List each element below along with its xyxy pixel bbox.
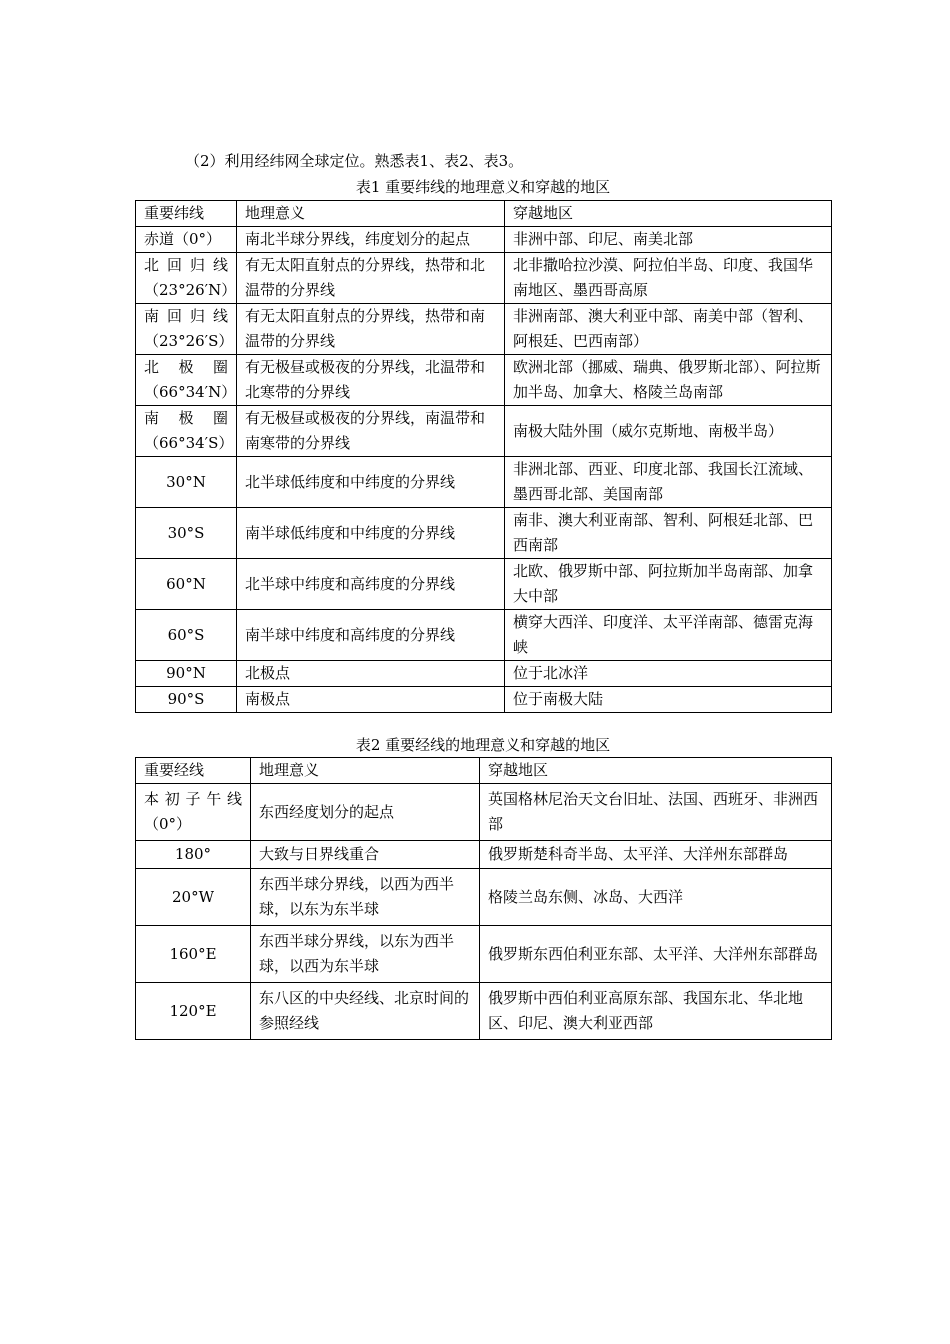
longitude-meaning: 东西经度划分的起点 bbox=[251, 784, 480, 841]
latitude-meaning: 南极点 bbox=[237, 687, 505, 713]
table-row bbox=[136, 983, 832, 1040]
latitude-name: 南回归线 （23°26′S） bbox=[136, 304, 237, 355]
latitude-meaning: 北半球中纬度和高纬度的分界线 bbox=[237, 559, 505, 610]
longitude-regions: 格陵兰岛东侧、冰岛、大西洋 bbox=[480, 869, 832, 926]
longitude-name: 180° bbox=[136, 841, 251, 869]
table-row bbox=[136, 253, 832, 304]
intro-text: （2）利用经纬网全球定位。熟悉表1、表2、表3。 bbox=[185, 152, 524, 170]
latitude-name: 南 极 圈 （66°34′S） bbox=[136, 406, 237, 457]
latitude-regions: 北非撒哈拉沙漠、阿拉伯半岛、印度、我国华南地区、墨西哥高原 bbox=[505, 253, 832, 304]
table-row bbox=[136, 355, 832, 406]
latitude-name: 北回归线 （23°26′N） bbox=[136, 253, 237, 304]
latitude-meaning: 北极点 bbox=[237, 661, 505, 687]
table2-header-row bbox=[136, 758, 832, 784]
latitude-regions: 非洲中部、印尼、南美北部 bbox=[505, 227, 832, 253]
longitude-name: 160°E bbox=[136, 926, 251, 983]
latitude-regions: 非洲北部、西亚、印度北部、我国长江流域、墨西哥北部、美国南部 bbox=[505, 457, 832, 508]
table1-header-row bbox=[136, 201, 832, 227]
latitude-meaning: 有无极昼或极夜的分界线，北温带和北寒带的分界线 bbox=[237, 355, 505, 406]
longitude-name: 120°E bbox=[136, 983, 251, 1040]
table-row bbox=[136, 508, 832, 559]
latitude-regions: 位于南极大陆 bbox=[505, 687, 832, 713]
table-row bbox=[136, 406, 832, 457]
latitude-regions: 南极大陆外围（威尔克斯地、南极半岛） bbox=[505, 406, 832, 457]
latitude-name: 90°S bbox=[136, 687, 237, 713]
latitude-meaning: 有无太阳直射点的分界线，热带和南温带的分界线 bbox=[237, 304, 505, 355]
table-row bbox=[136, 661, 832, 687]
latitude-meaning: 有无太阳直射点的分界线，热带和北温带的分界线 bbox=[237, 253, 505, 304]
latitude-meaning: 南北半球分界线，纬度划分的起点 bbox=[237, 227, 505, 253]
longitude-regions: 俄罗斯东西伯利亚东部、太平洋、大洋州东部群岛 bbox=[480, 926, 832, 983]
table-row bbox=[136, 559, 832, 610]
table-row bbox=[136, 457, 832, 508]
table1-caption: 表1 重要纬线的地理意义和穿越的地区 bbox=[355, 178, 611, 196]
latitude-regions: 位于北冰洋 bbox=[505, 661, 832, 687]
latitude-regions: 北欧、俄罗斯中部、阿拉斯加半岛南部、加拿大中部 bbox=[505, 559, 832, 610]
latitude-name: 北 极 圈 （66°34′N） bbox=[136, 355, 237, 406]
latitude-regions: 南非、澳大利亚南部、智利、阿根廷北部、巴西南部 bbox=[505, 508, 832, 559]
longitude-meaning: 东西半球分界线，以西为西半球，以东为东半球 bbox=[251, 869, 480, 926]
table-row bbox=[136, 926, 832, 983]
longitude-regions: 俄罗斯中西伯利亚高原东部、我国东北、华北地区、印尼、澳大利亚西部 bbox=[480, 983, 832, 1040]
table1-header-regions: 穿越地区 bbox=[505, 201, 832, 227]
table1-header-line: 重要纬线 bbox=[136, 201, 237, 227]
latitude-name: 90°N bbox=[136, 661, 237, 687]
longitude-meaning: 东八区的中央经线、北京时间的参照经线 bbox=[251, 983, 480, 1040]
table2-caption: 表2 重要经线的地理意义和穿越的地区 bbox=[355, 736, 611, 754]
table1-header-meaning: 地理意义 bbox=[237, 201, 505, 227]
latitude-table bbox=[135, 200, 832, 713]
longitude-table bbox=[135, 757, 832, 1040]
latitude-meaning: 南半球低纬度和中纬度的分界线 bbox=[237, 508, 505, 559]
table-row bbox=[136, 869, 832, 926]
longitude-name: 20°W bbox=[136, 869, 251, 926]
table-row bbox=[136, 784, 832, 841]
latitude-regions: 欧洲北部（挪威、瑞典、俄罗斯北部）、阿拉斯加半岛、加拿大、格陵兰岛南部 bbox=[505, 355, 832, 406]
longitude-regions: 俄罗斯楚科奇半岛、太平洋、大洋州东部群岛 bbox=[480, 841, 832, 869]
latitude-name: 60°N bbox=[136, 559, 237, 610]
table2-header-regions: 穿越地区 bbox=[480, 758, 832, 784]
longitude-regions: 英国格林尼治天文台旧址、法国、西班牙、非洲西部 bbox=[480, 784, 832, 841]
table-row bbox=[136, 610, 832, 661]
latitude-name: 60°S bbox=[136, 610, 237, 661]
latitude-name: 30°N bbox=[136, 457, 237, 508]
latitude-regions: 横穿大西洋、印度洋、太平洋南部、德雷克海峡 bbox=[505, 610, 832, 661]
longitude-meaning: 大致与日界线重合 bbox=[251, 841, 480, 869]
latitude-meaning: 南半球中纬度和高纬度的分界线 bbox=[237, 610, 505, 661]
longitude-meaning: 东西半球分界线，以东为西半球，以西为东半球 bbox=[251, 926, 480, 983]
table2-header-line: 重要经线 bbox=[136, 758, 251, 784]
table-row bbox=[136, 841, 832, 869]
latitude-name: 赤道（0°） bbox=[136, 227, 237, 253]
latitude-meaning: 北半球低纬度和中纬度的分界线 bbox=[237, 457, 505, 508]
table2-header-meaning: 地理意义 bbox=[251, 758, 480, 784]
table-row bbox=[136, 687, 832, 713]
longitude-name: 本初子午线 （0°） bbox=[136, 784, 251, 841]
latitude-meaning: 有无极昼或极夜的分界线，南温带和南寒带的分界线 bbox=[237, 406, 505, 457]
latitude-regions: 非洲南部、澳大利亚中部、南美中部（智利、阿根廷、巴西南部） bbox=[505, 304, 832, 355]
table-row bbox=[136, 304, 832, 355]
table-row bbox=[136, 227, 832, 253]
latitude-name: 30°S bbox=[136, 508, 237, 559]
